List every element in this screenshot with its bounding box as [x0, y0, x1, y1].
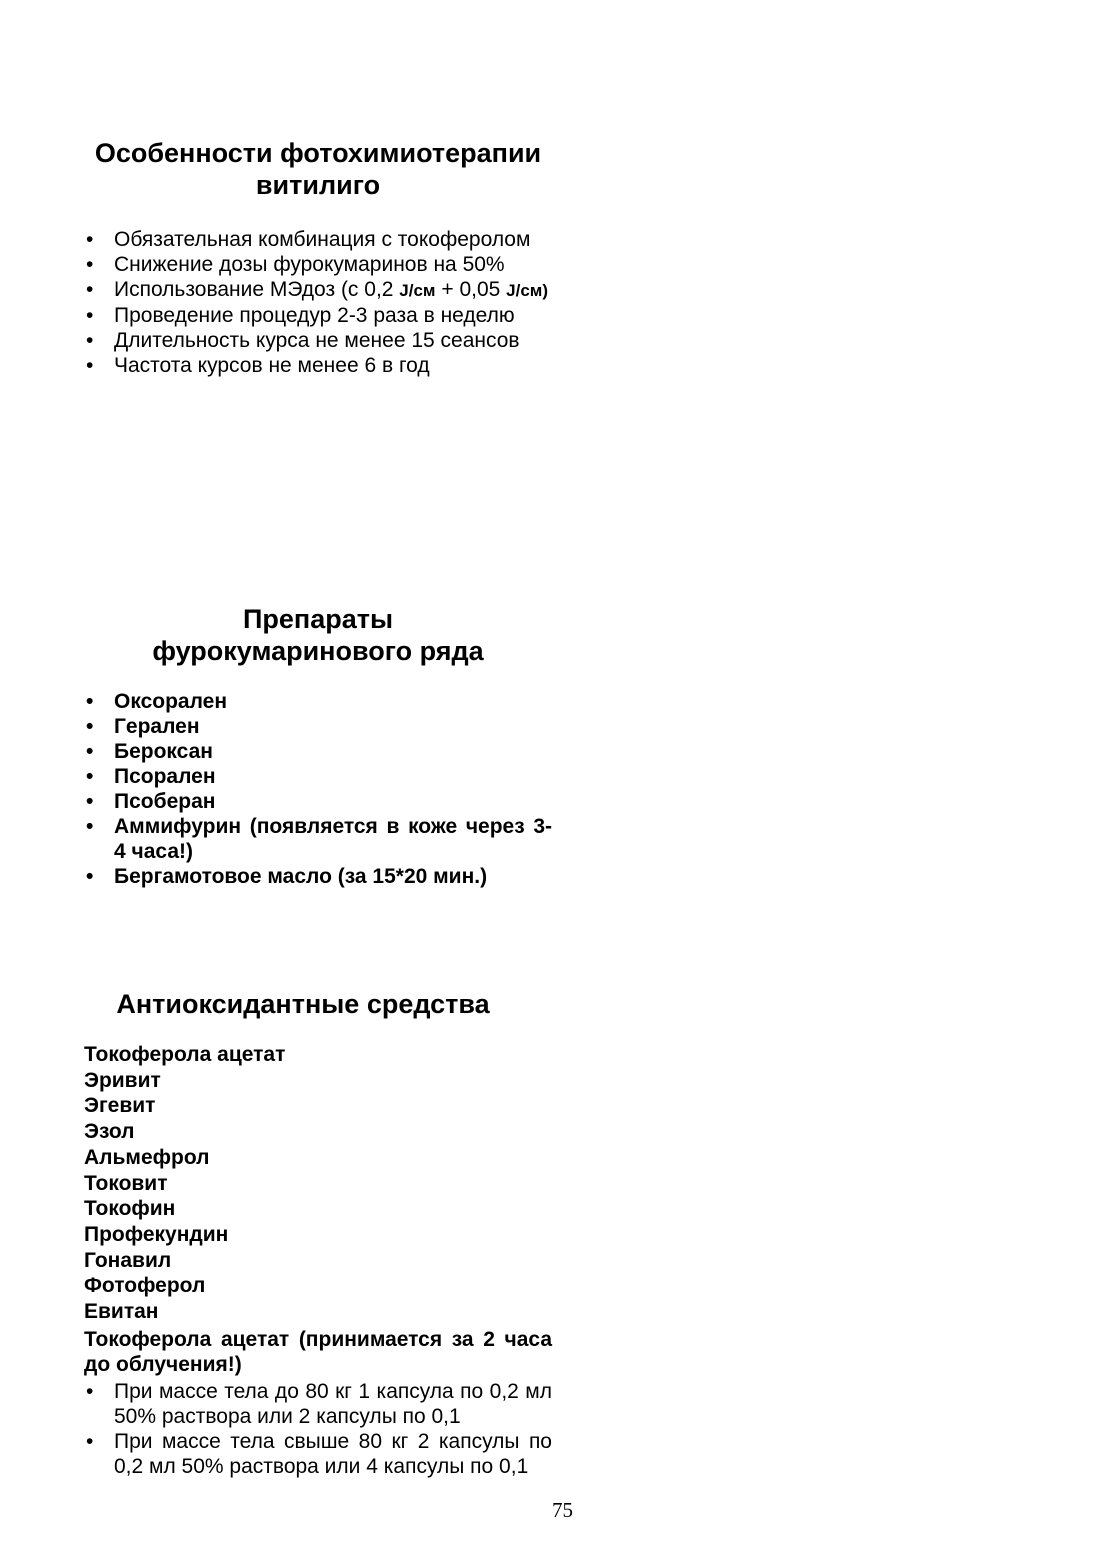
bullet-icon: • [86, 815, 94, 838]
section-title-line2: витилиго [255, 170, 381, 200]
list-item: Эривит [84, 1068, 161, 1092]
bullet-icon: • [86, 765, 94, 788]
list-item: • Длительность курса не менее 15 сеансов [86, 329, 520, 352]
list-item: • Бероксан [86, 740, 213, 763]
bullet-icon: • [86, 304, 94, 327]
list-item: • Обязательная комбинация с токоферолом [86, 228, 531, 251]
bullet-icon: • [86, 1429, 94, 1453]
section-antioxidants [84, 988, 552, 1479]
dosage-list [84, 1379, 552, 1479]
page-number: 75 [552, 1498, 573, 1522]
bullet-icon: • [86, 715, 94, 738]
list-item: • При массе тела свыше 80 кг 2 капсулы по 0,2 мл 50% раствора или 4 капсулы по 0,1 [86, 1429, 552, 1478]
section-furocoumarin-drugs [84, 603, 552, 889]
section-title [84, 137, 552, 201]
list-item: • Снижение дозы фурокумаринов на 50% [86, 253, 505, 276]
list-item: Токофин [84, 1197, 176, 1221]
section-phototherapy-features [84, 137, 552, 378]
dosage-note: Токоферола ацетат (принимается за 2 часа до облучения!) [84, 1327, 552, 1376]
list-item: Токоферола ацетат [84, 1043, 286, 1066]
list-item: Гонавил [84, 1248, 172, 1272]
list-item: Фотоферол [84, 1274, 206, 1298]
list-item: • Проведение процедур 2-3 раза в неделю [86, 304, 515, 327]
list-item: Евитан [84, 1300, 159, 1324]
list-item: • При массе тела до 80 кг 1 капсула по 0,2 мл 50% раствора или 2 капсулы по 0,1 [86, 1379, 552, 1428]
bullet-icon: • [86, 740, 94, 763]
list-item: • Использование МЭдоз (с 0,2 J/см + 0,05 J/см) [86, 278, 549, 301]
drug-list [84, 689, 552, 889]
section-title-line2: фурокумаринового ряда [152, 636, 484, 666]
feature-list [84, 227, 552, 378]
bullet-icon: • [86, 865, 94, 888]
section-title: Антиоксидантные средства [116, 989, 490, 1019]
list-item: Эзол [84, 1120, 135, 1144]
bullet-icon: • [86, 278, 94, 301]
list-item: Токовит [84, 1171, 168, 1195]
list-item: • Гeрален [86, 715, 200, 738]
section-title-line1: Особенности фотохимиотерапии [94, 138, 542, 168]
list-item: • Частота курсов не менее 6 в год [86, 354, 430, 377]
antioxidant-list [84, 1042, 552, 1325]
list-item: Альмефрол [84, 1145, 210, 1169]
list-item: Эгевит [84, 1094, 156, 1118]
section-title [84, 603, 552, 667]
bullet-icon: • [86, 253, 94, 276]
bullet-icon: • [86, 228, 94, 251]
bullet-icon: • [86, 354, 94, 377]
section-title-line1: Препараты [242, 604, 394, 634]
bullet-icon: • [86, 790, 94, 813]
bullet-icon: • [86, 329, 94, 352]
list-item: • Бергамотовое масло (за 15*20 мин.) [86, 865, 488, 888]
list-item: Профекундин [84, 1222, 229, 1246]
list-item: • Оксорален [86, 690, 228, 713]
list-item: • Псоберан [86, 790, 216, 813]
list-item: • Псорален [86, 765, 216, 788]
bullet-icon: • [86, 1379, 94, 1403]
bullet-icon: • [86, 690, 94, 713]
list-item: • Аммифурин (появляется в коже через 3- 4 часа!) [86, 815, 552, 863]
